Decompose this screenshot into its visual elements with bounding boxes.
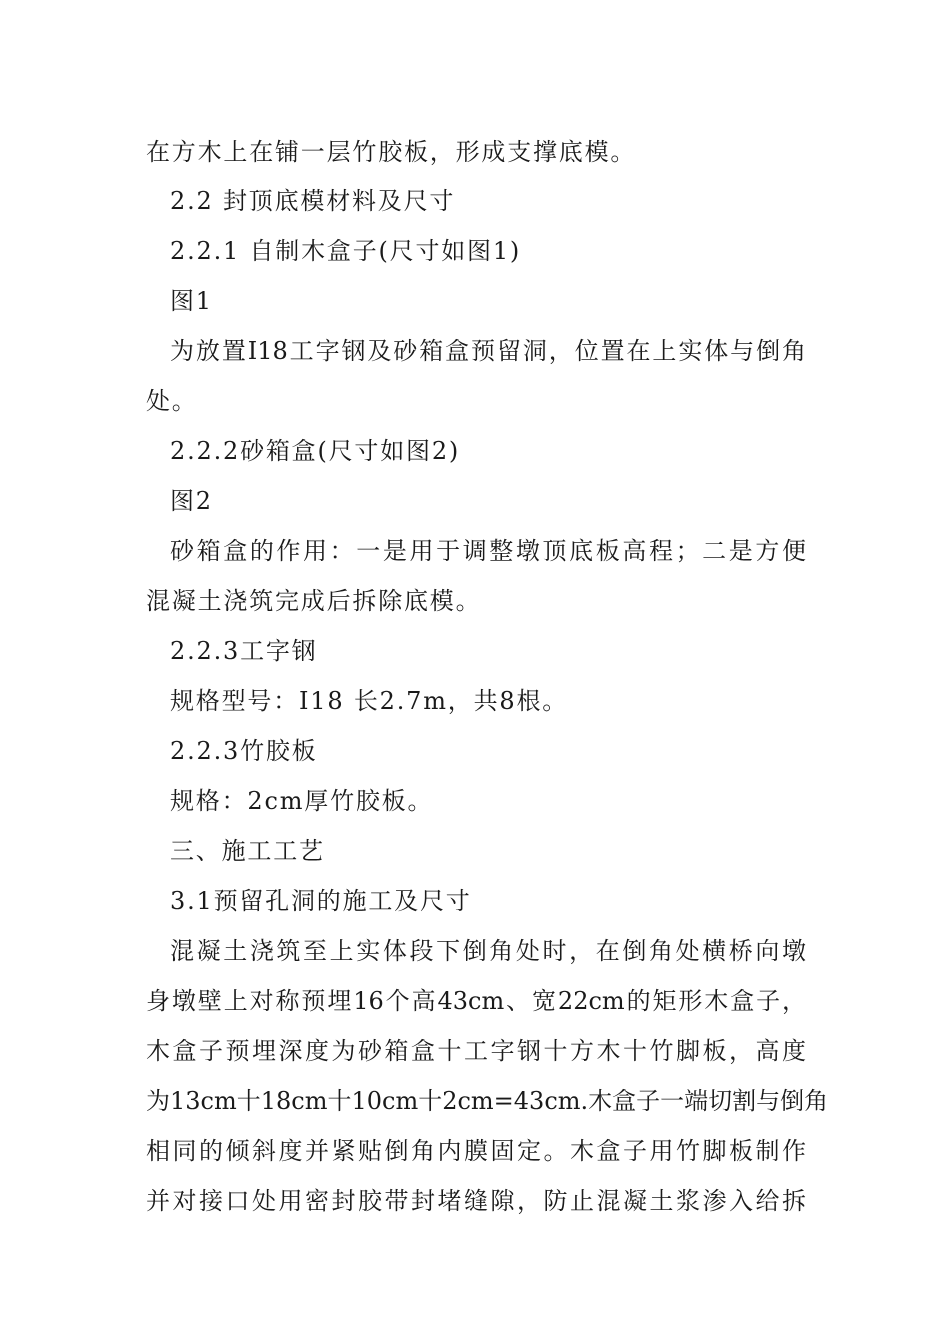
paragraph-line: 为13cm十18cm十10cm十2cm=43cm.木盒子一端切割与倒角	[146, 1087, 829, 1115]
paragraph-line: 规格：2cm厚竹胶板。	[170, 787, 434, 815]
paragraph-line: 相同的倾斜度并紧贴倒角内膜固定。木盒子用竹脚板制作	[146, 1137, 806, 1165]
subsection-heading: 2.2.3工字钢	[170, 637, 318, 665]
subsection-heading: 2.2.1 自制木盒子(尺寸如图1)	[170, 237, 522, 265]
subsection-heading: 2.2.2砂箱盒(尺寸如图2)	[170, 437, 461, 465]
subsection-heading: 2.2.3竹胶板	[170, 737, 318, 765]
paragraph-line: 混凝土浇筑完成后拆除底模。	[146, 587, 482, 615]
figure-caption: 图1	[170, 287, 213, 315]
paragraph-line: 为放置I18工字钢及砂箱盒预留洞，位置在上实体与倒角	[170, 337, 806, 365]
section-heading: 3.1预留孔洞的施工及尺寸	[170, 887, 472, 915]
section-heading: 2.2 封顶底模材料及尺寸	[170, 187, 456, 215]
figure-caption: 图2	[170, 487, 213, 515]
paragraph-line: 并对接口处用密封胶带封堵缝隙，防止混凝土浆渗入给拆	[146, 1187, 806, 1215]
paragraph-line: 砂箱盒的作用：一是用于调整墩顶底板高程；二是方便	[170, 537, 806, 565]
paragraph-line: 木盒子预埋深度为砂箱盒十工字钢十方木十竹脚板，高度	[146, 1037, 806, 1065]
paragraph-line: 身墩壁上对称预埋16个高43cm、宽22cm的矩形木盒子，	[146, 987, 806, 1015]
chapter-heading: 三、施工工艺	[170, 837, 325, 865]
paragraph-line: 处。	[146, 387, 198, 415]
paragraph-line: 规格型号：I18 长2.7m，共8根。	[170, 687, 569, 715]
paragraph-line: 混凝土浇筑至上实体段下倒角处时，在倒角处横桥向墩	[170, 937, 806, 965]
paragraph-line: 在方木上在铺一层竹胶板，形成支撑底模。	[146, 138, 637, 166]
